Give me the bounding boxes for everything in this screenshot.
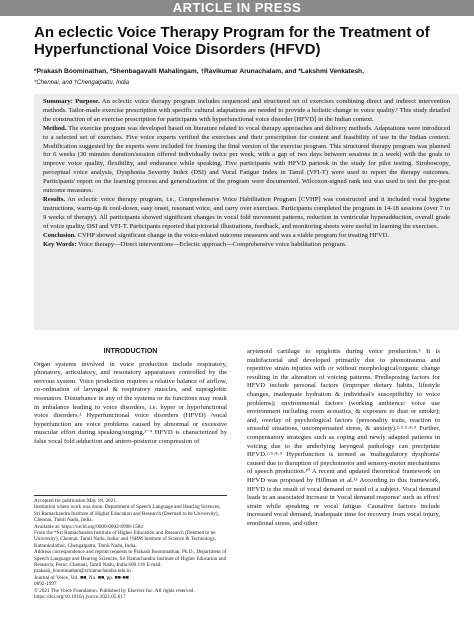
abstract-keywords [43,241,450,250]
footnote-line[interactable]: https://doi.org/10.1016/j.jvoice.2021.05.017 [34,594,126,601]
method-text: The exercise program was developed based on literature related to vocal therapy approaches and delivery methods. Adaptations were introduced to a selected set of exercises. Five voice experts verified the exercises and their prescription for content and feasibility of use in the Indian context. Modification suggested by the experts were included for framing the final version of the exercise program. This structured therapy program was planned for 6 weeks (30 minutes duration/session offered individually twice per week, with a gap of two days between sessions in a week) with the goals to improve voice quality, flexibility, and endurance while speaking. Five participants with HFVD partook in the study for pilot testing. Stroboscopy, perceptual voice analysis, Dysphonia Severity Index (DSI) and Vocal Fatigue Index in Tamil (VFI-T) were used to report the therapy outcomes. Participants' report on the learning process and generalization of the program were documented. Wilcoxon-signed rank test was used to test the pre-post outcome measures. [43,124,450,195]
right-body-text: arytenoid cartilage to epiglottis during voice production.⁵ It is multifactorial and developed primarily due to phonotrauma and repetitive strain injuries with or without morphological/organic change resulting in the alteration of voicing patterns. Predisposing factors for HFVD include personal factors (improper dietary habits, lifestyle changes, inadequate hydration & individual's susceptibility to voice problems); environmental factors (working ambience/ voice use environment including room acoustics, & exposure to dust or smoke); and, overlay of psychological factors (personality traits, reaction to stressful situations, uncompensated stress, & anxiety).²·³·⁵·⁸·⁹ Further, compensatory strategies such as coping and newly adapted patterns in voicing due to the underlying laryngeal pathology can precipitate HFVD.²·⁵·⁸·⁹ Hyperfunction is termed as 'maltegulatory dysphonia' caused due to disruption of psychomotor and sensory-motor mechanisms of speech production.¹⁰ A recent and updated theoretical framework on HFVD was proposed by Hillman et al.¹¹ According to this framework, HFVD is the result of vocal demand or need of a subject. Vocal demand leads to an associated increase in 'vocal demand response' such as effort/ strain while speaking or vocal fatigue. Causative factors include increased vocal demand, inadequate time for recovery from vocal injury, emotional stress, and other [247,348,440,527]
conclusion-label: Conclusion. [43,231,76,239]
footnote-line: Journal of Voice, Vol. ■■, No. ■■, pp. ■■-■■ [34,574,129,581]
introduction-heading: INTRODUCTION [103,348,158,355]
abstract-box [34,94,459,330]
footnote-line: Institution where work was done: Department of Speech Language and Hearing Sciences, Sri Ramachandra Institute of Higher Education and Research (Deemed to be University), Chennai, Tamil Nadu, India. [34,504,221,524]
footnote-line: 0892-1997 [34,581,57,588]
article-in-press-banner: ARTICLE IN PRESS [0,0,474,16]
left-body-text: Organ systems involved in voice production include respiratory, phonatory, articulatory, and resonatory apparatuses controlled by the nervous system. Voice production requires a relative balance of airflow, co-ordination of laryngeal & respiratory muscles, and supraglottic resonators. Disturbance in any of the systems or its functions may result in imbalance leading to voice disorders, i.e. hyper or hypofunctional voice disorders.² Hyperfunctional voice disorders (HFVD) /vocal hyperfunction are voice problems caused by abnormal or excessive muscular effort during speaking/singing.³⁻⁴ HFVD is characterized by false vocal fold adduction and antero-posterior compression of [34,360,227,445]
keywords-text: Voice therapy—Direct interventions—Eclectic approach—Comprehensive voice habilitation program. [76,240,347,248]
abstract-summary [43,98,450,125]
right-column [247,348,440,628]
abstract-results [43,196,450,232]
author-list: *Prakash Boominathan, *Shenbagavalli Mahalingam, †Ravikumar Arunachalam, and *Lakshmi Venkatesh, [34,68,364,75]
summary-label: Summary: Purpose. [43,98,100,105]
method-label: Method. [43,124,67,132]
footnote-line: Address correspondence and reprint requests to Prakash Boominathan, Ph.D., Department of Speech Language and Hearing Sciences, Sri Ramachandra Institute of Higher Education and Research, Porur, Chennai, Tamil Nadu, India 600 116 E-mail: prakash_boominathan@sriramachandra.edu.in [34,549,227,575]
author-affiliation: *Chennai, and †Chengalpattu, India [34,80,130,86]
results-label: Results. [43,195,66,203]
conclusion-text: CVHP showed significant change in the voice-related outcome measures and was a viable program for treating HFVD. [75,231,390,239]
keywords-label: Key Words: [43,240,77,248]
abstract-method [43,125,450,196]
abstract-conclusion [43,232,450,241]
footnote-line: © 2021 The Voice Foundation. Published by Elsevier Inc. All rights reserved. [34,587,195,594]
footnote-line: From the *Sri Ramachandra Institute of Higher Education and Research (Deemed to be University), Chennai, Tamil Nadu, India; and †SRM Institute of Science & Technology, Kattankulathur, Chengalpattu, Tamil Nadu, India. [34,530,217,549]
footnote-line[interactable]: Available at: https://orcid.org/0000-0002-8998-1584 [34,523,143,530]
footnote-line: Accepted for publication May 18, 2021. [34,498,118,504]
paper-title: An eclectic Voice Therapy Program for the Treatment of Hyperfunctional Voice Disorders (HFVD) [34,24,430,58]
results-text: An eclectic voice therapy program, i.e., Comprehensive Voice Habilitation Program [CVHP] was constructed and it included vocal hygiene instructions, warm-up & cool-down, easy onset, resonant voice, and carry over exercises. Participants completed the program in 14-18 sessions (over 7 to 9 weeks of therapy). All participants showed significant changes in vocal fold movement patterns, reduction in ventricular hyperadduction, overall grade of voice quality, DSI and VFI-T. Participants reported that pictorial illustrations, feedback, and monitoring sheets were useful in learning the exercises. [43,195,450,230]
left-column [34,348,227,447]
footnote-block [34,495,227,601]
summary-text: An eclectic voice therapy program includes sequenced and structured set of exercises combining direct and indirect intervention methods. Tailor-made exercise prescription with specific cultural adaptations are needed to provide a holistic change to voice quality.¹ This study detailed the construction of an exercise prescription for participants with hyperfunctional voice disorder [HFVD] in the Indian context. [43,98,450,123]
